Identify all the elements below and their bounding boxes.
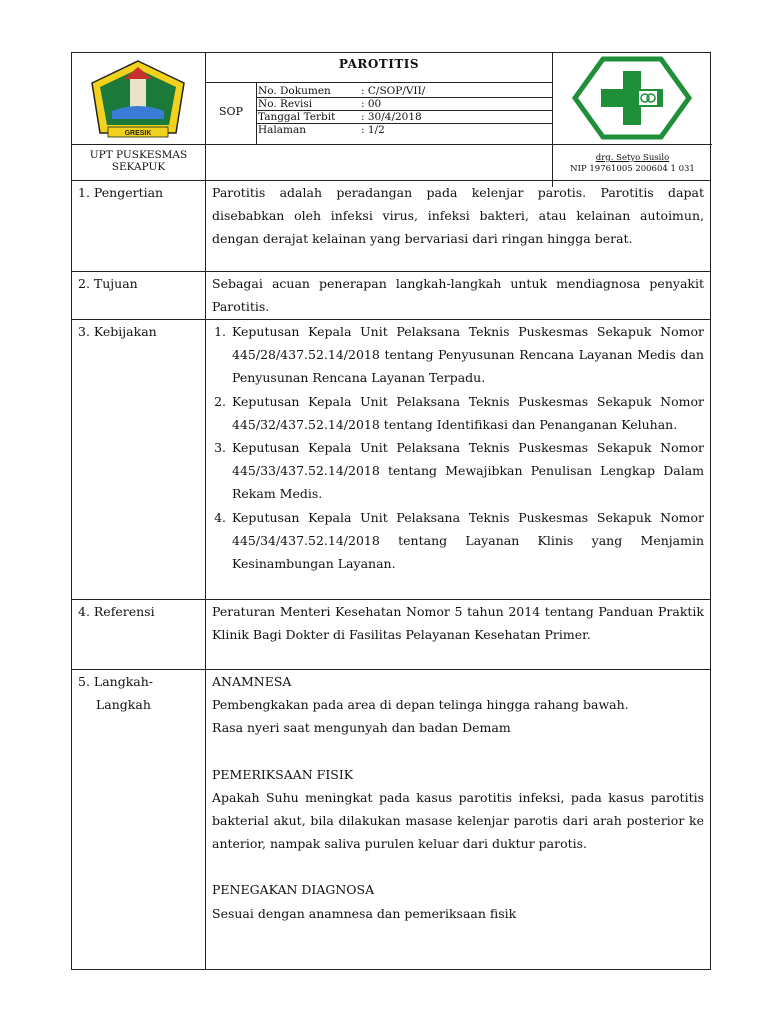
organization-name: UPT PUSKESMAS SEKAPUK bbox=[89, 149, 188, 173]
sop-label: SOP bbox=[219, 105, 243, 118]
diagnosa-heading: PENEGAKAN DIAGNOSA bbox=[212, 882, 375, 898]
meta-row: No. Revisi : 00 bbox=[258, 98, 382, 110]
document-title: PAROTITIS bbox=[338, 57, 420, 71]
gresik-logo bbox=[72, 53, 205, 144]
anamnesa-text: Rasa nyeri saat mengunyah dan badan Demam bbox=[212, 720, 511, 736]
policy-list bbox=[212, 320, 704, 575]
list-item: 4. Keputusan Kepala Unit Pelaksana Teknis Puskesmas Sekapuk Nomor 445/34/437.52.14/2018 tentang Layanan Klinis yang Menjamin Kesinambungan Layanan. bbox=[230, 506, 704, 576]
row-tujuan bbox=[72, 271, 710, 319]
section-label: 4. Referensi bbox=[78, 604, 155, 619]
section-label: 3. Kebijakan bbox=[78, 324, 157, 339]
diagnosa-text: Sesuai dengan anamnesa dan pemeriksaan fisik bbox=[212, 905, 517, 921]
meta-row: No. Dokumen : C/SOP/VII/ bbox=[258, 85, 426, 97]
fisik-heading: PEMERIKSAAN FISIK bbox=[212, 766, 354, 782]
row-kebijakan bbox=[72, 319, 710, 599]
section-label: 1. Pengertian bbox=[78, 185, 164, 200]
meta-row: Tanggal Terbit : 30/4/2018 bbox=[258, 111, 422, 123]
signer-nip: NIP 19761005 200604 1 031 bbox=[570, 164, 695, 174]
section-label: 5. Langkah- Langkah bbox=[78, 674, 154, 712]
row-referensi bbox=[72, 599, 710, 669]
section-label: 2. Tujuan bbox=[78, 276, 138, 291]
logo-text: GRESIK bbox=[124, 130, 152, 137]
puskesmas-logo bbox=[553, 53, 712, 144]
section-text: Sebagai acuan penerapan langkah-langkah untuk mendiagnosa penyakit Parotitis. bbox=[212, 276, 704, 315]
signature-block bbox=[553, 153, 712, 175]
list-item: 3. Keputusan Kepala Unit Pelaksana Teknis Puskesmas Sekapuk Nomor 445/33/437.52.14/2018 tentang Mewajibkan Penulisan Lengkap Dalam Rekam Medis. bbox=[230, 436, 704, 506]
fisik-text: Apakah Suhu meningkat pada kasus parotitis infeksi, pada kasus parotitis bakterial akut, bila dilakukan masase kelenjar parotis dari arah posterior ke anterior, nampak saliva purulen keluar dari duktur parotis. bbox=[212, 789, 704, 852]
section-text: Peraturan Menteri Kesehatan Nomor 5 tahun 2014 tentang Panduan Praktik Klinik Bagi Dokter di Fasilitas Pelayanan Kesehatan Primer. bbox=[212, 604, 704, 643]
list-item: 2. Keputusan Kepala Unit Pelaksana Teknis Puskesmas Sekapuk Nomor 445/32/437.52.14/2018 tentang Identifikasi dan Penanganan Keluhan. bbox=[230, 390, 704, 436]
anamnesa-text: Pembengkakan pada area di depan telinga hingga rahang bawah. bbox=[212, 697, 629, 713]
row-pengertian bbox=[72, 180, 710, 271]
signer-name: drg. Setyo Susilo bbox=[595, 153, 670, 163]
row-langkah bbox=[72, 669, 710, 971]
sop-document bbox=[71, 52, 711, 970]
list-item: 1. Keputusan Kepala Unit Pelaksana Teknis Puskesmas Sekapuk Nomor 445/28/437.52.14/2018 tentang Penyusunan Rencana Layanan Medis dan Penyusunan Rencana Layanan Terpadu. bbox=[230, 320, 704, 390]
section-text: Parotitis adalah peradangan pada kelenjar parotis. Parotitis dapat disebabkan oleh infeksi virus, infeksi bakteri, atau kelainan autoimun, dengan derajat kelainan yang bervariasi dari ringan hingga berat. bbox=[212, 185, 704, 247]
anamnesa-heading: ANAMNESA bbox=[212, 674, 292, 689]
meta-row: Halaman : 1/2 bbox=[258, 124, 385, 136]
